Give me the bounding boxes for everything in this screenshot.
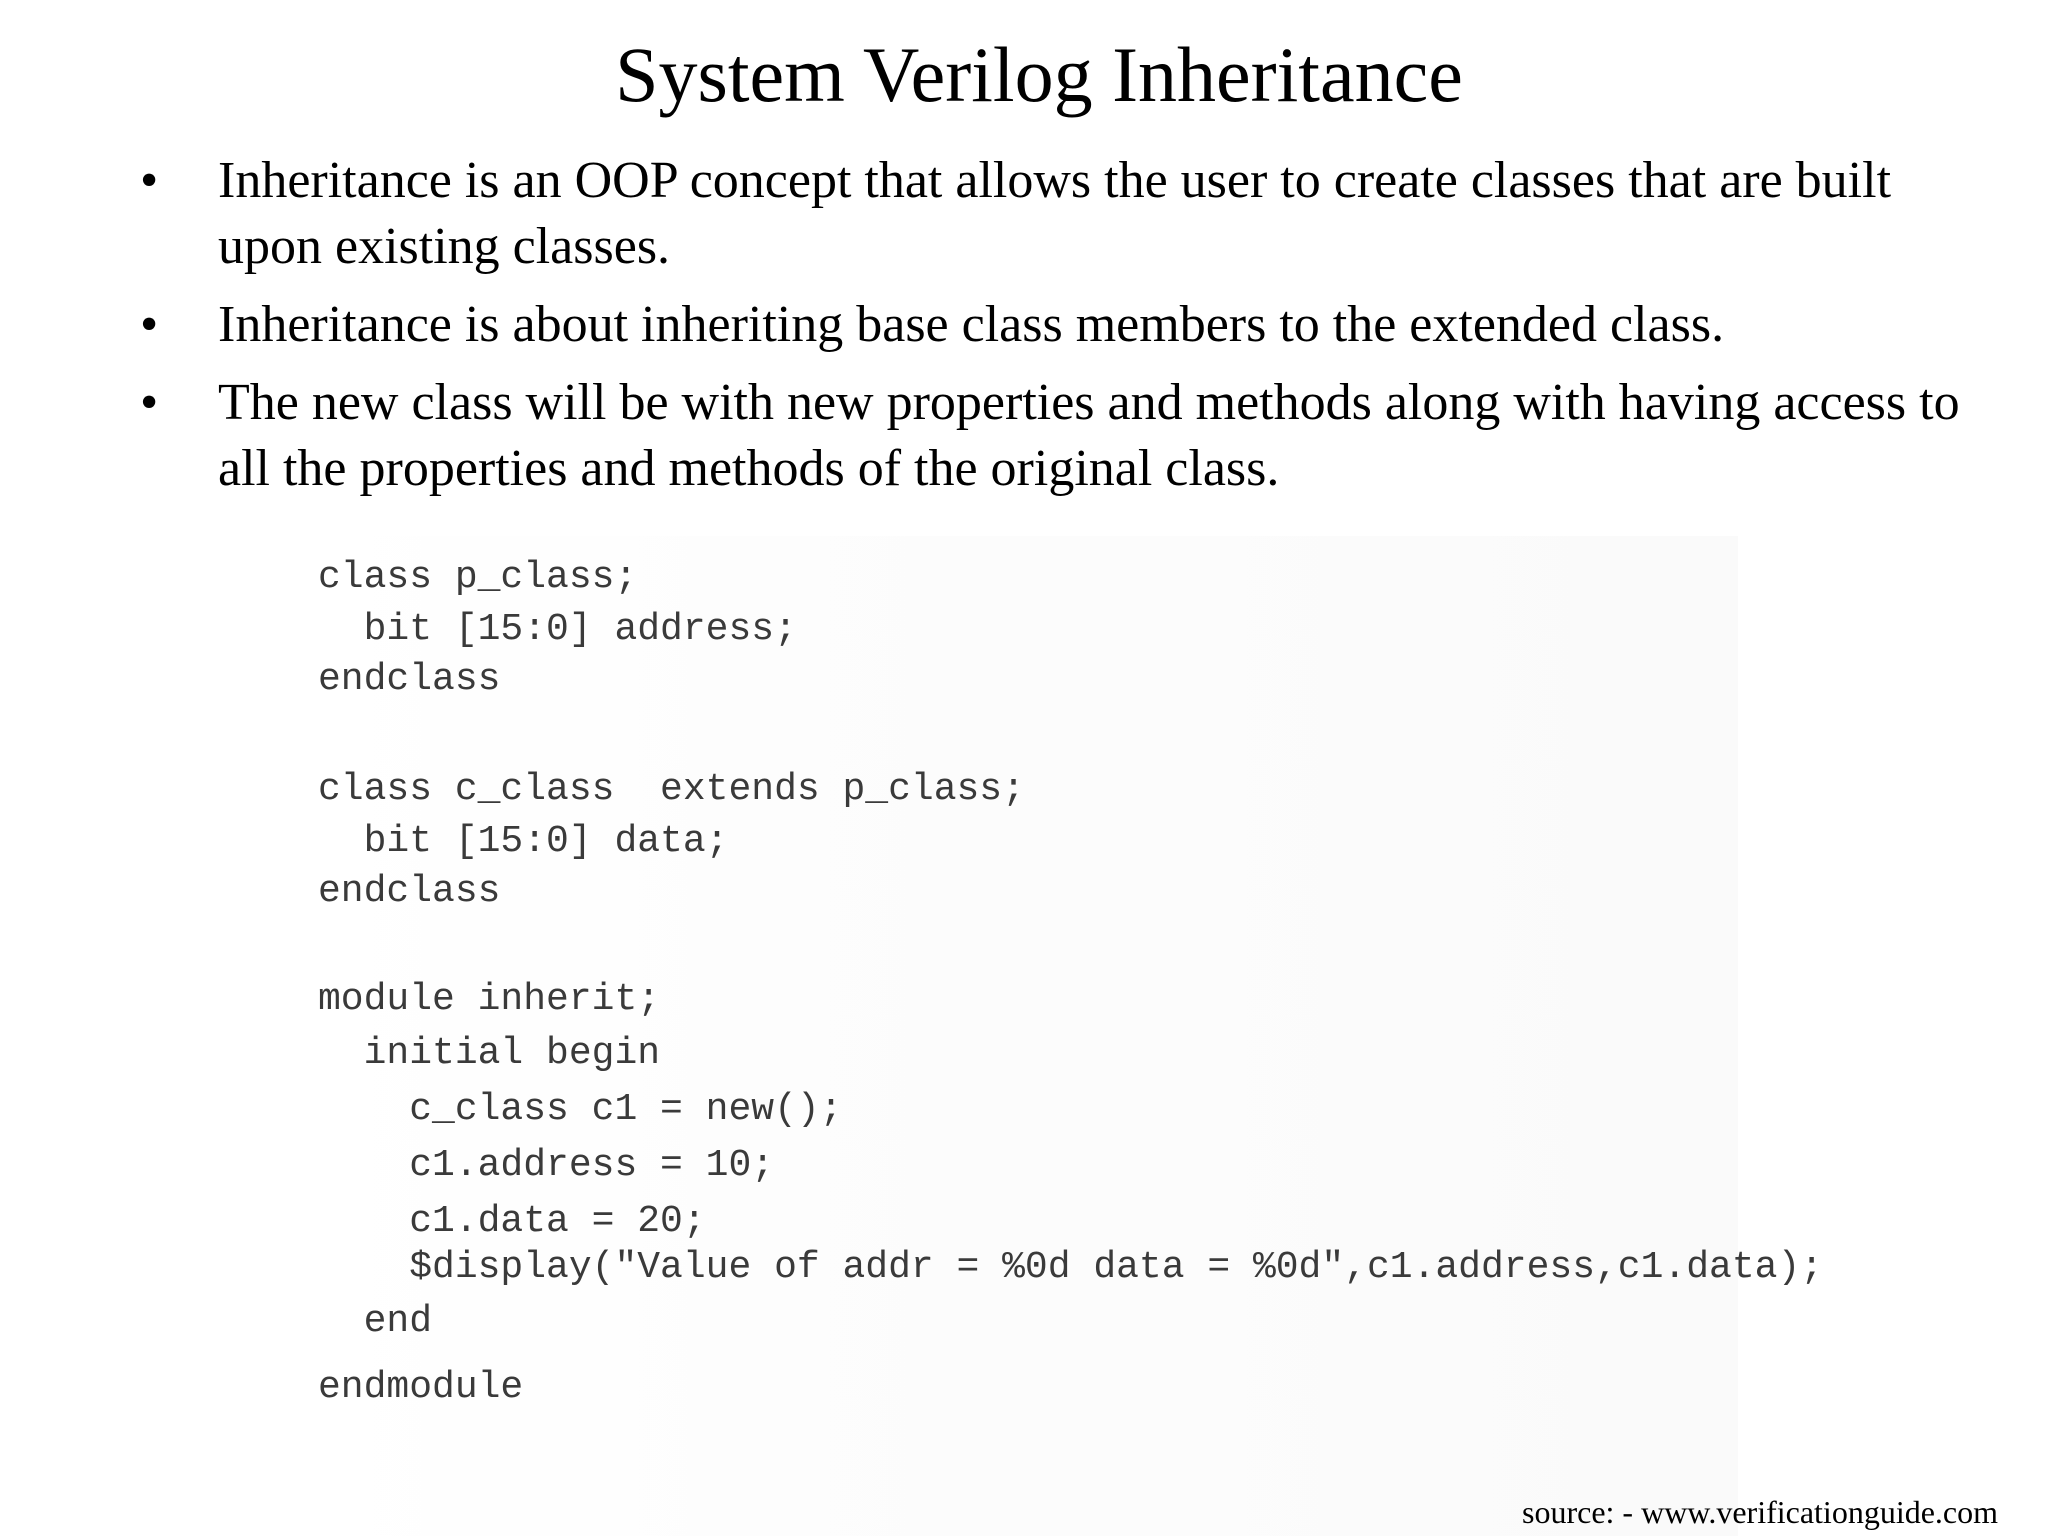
bullet-item xyxy=(140,370,2000,502)
bullet-text: The new class will be with new properties and methods along with having access to all the properties and methods of the original class. xyxy=(218,374,1960,497)
bullet-list xyxy=(140,148,2000,514)
code-line: class c_class extends p_class; xyxy=(318,768,1025,811)
source-credit: source: - www.verificationguide.com xyxy=(1522,1494,1998,1530)
code-line: class p_class; xyxy=(318,556,638,599)
bullet-marker: • xyxy=(140,374,159,431)
bullet-text: Inheritance is about inheriting base class members to the extended class. xyxy=(218,296,1725,353)
code-line: initial begin xyxy=(318,1032,661,1075)
code-line: endclass xyxy=(318,870,501,913)
code-line: bit [15:0] data; xyxy=(318,820,729,863)
code-line: c1.address = 10; xyxy=(318,1144,775,1187)
code-line: bit [15:0] address; xyxy=(318,608,797,651)
bullet-item xyxy=(140,148,2000,280)
bullet-marker: • xyxy=(140,152,159,209)
bullet-text: Inheritance is an OOP concept that allows the user to create classes that are built upon existing classes. xyxy=(218,152,1892,275)
code-line: end xyxy=(318,1300,433,1343)
code-line: $display("Value of addr = %0d data = %0d",c1.address,c1.data); xyxy=(318,1246,1824,1289)
code-line: endclass xyxy=(318,658,501,701)
bullet-item xyxy=(140,292,2000,358)
code-line: c1.data = 20; xyxy=(318,1200,706,1243)
code-line: endmodule xyxy=(318,1366,524,1409)
slide-title: System Verilog Inheritance xyxy=(615,31,1463,118)
code-line: c_class c1 = new(); xyxy=(318,1088,843,1131)
bullet-marker: • xyxy=(140,296,159,353)
code-line: module inherit; xyxy=(318,978,661,1021)
